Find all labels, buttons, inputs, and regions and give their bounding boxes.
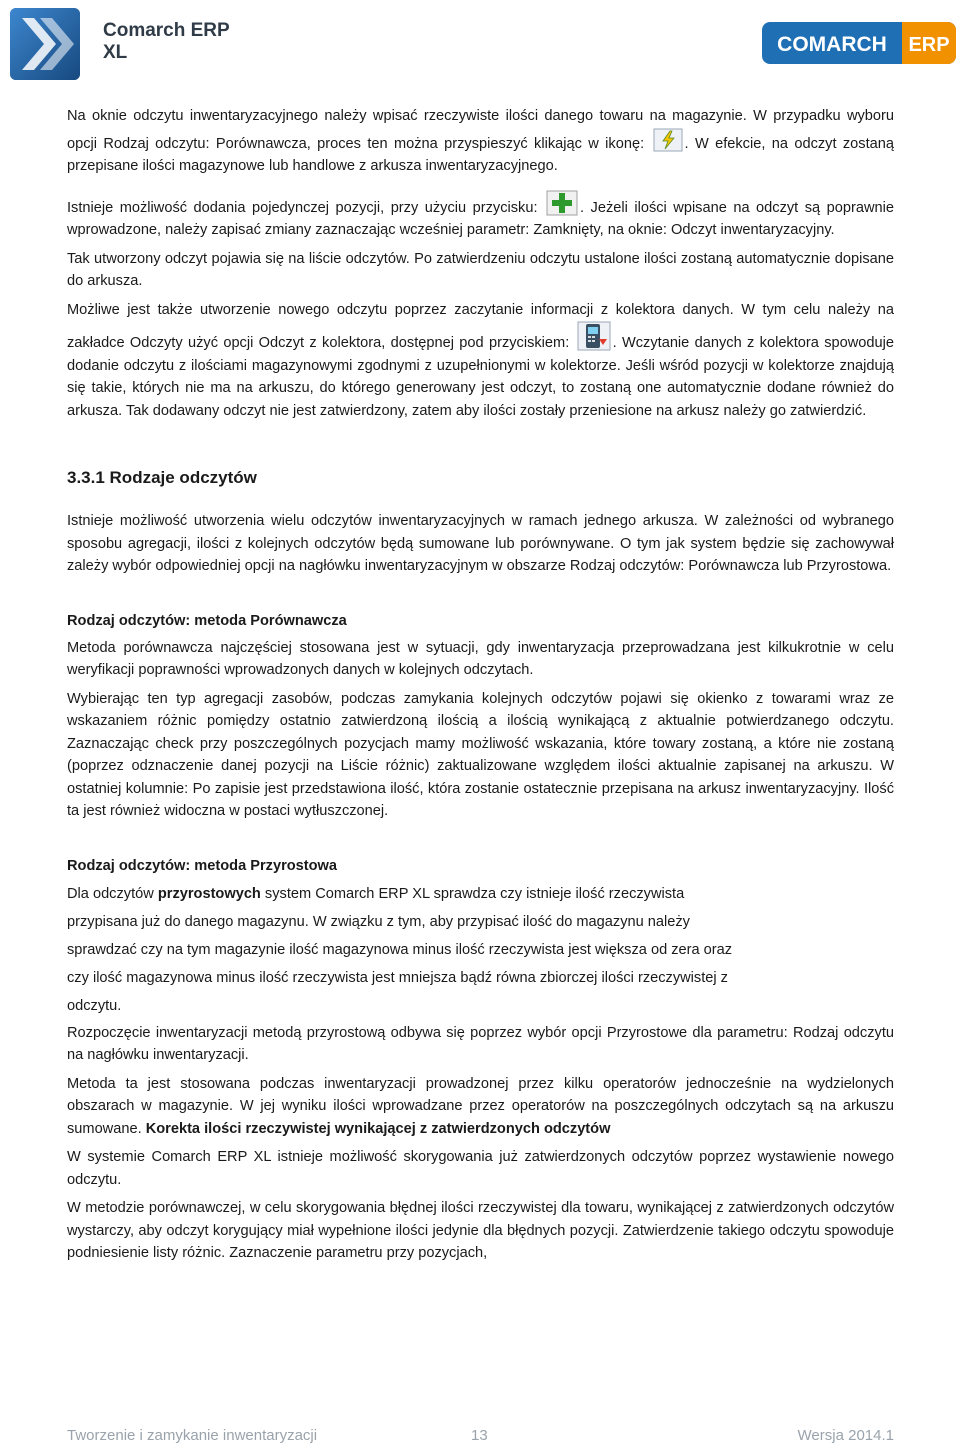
comarch-erp-xl-logo-icon [10, 8, 80, 80]
paragraph-7: Wybierając ten typ agregacji zasobów, podczas zamykania kolejnych odczytów pojawi się okienko z towarami wraz ze wskazaniem różnic pomiędzy ostatnio zatwierdzoną ilością a ilością wynikającą z aktualnie potwierdzanego odczytu. Zaznaczając check przy poszczególnych pozycjach mamy możliwość wskazania, które towary zostaną, a które nie zostaną (poprzez odznaczenie danej pozycji na Liście różnic) zaktualizowane względem ilości aktualnie zapisanej na arkuszu. W ostatniej kolumnie: Po zapisie jest przedstawiona ilość, która zostanie ostatecznie przepisana na arkusz inwentaryzacyjny. Ilość ta jest również widoczna w postaci wytłuszczonej. [67, 690, 894, 819]
p2-text-b: . Jeżeli ilości wpisane na odczyt są poprawnie wprowadzone, należy zapisać zmiany zaznaczając wcześniej parametr: Zamknięty, na oknie: Odczyt inwentaryzacyjny. [67, 199, 894, 238]
add-plus-icon [546, 190, 578, 216]
data-collector-icon [577, 321, 611, 351]
paragraph-6: Metoda porównawcza najczęściej stosowana jest w sytuacji, gdy inwentaryzacja przeprowadzana jest kilkukrotnie w celu weryfikacji poprawności wprowadzonych danych w kolejnych odczytach. [67, 639, 894, 678]
p8-text-a: Dla odczytów [67, 885, 154, 902]
p1-text-b: . W efekcie, na odczyt zostaną przepisane ilości magazynowe lub handlowe z arkusza inwentaryzacyjnego. [67, 135, 895, 174]
p4-text-a: Możliwe jest także utworzenie nowego odczytu poprzez zaczytanie informacji z kolektora danych. W tym celu należy na zakładce Odczyty użyć opcji Odczyt z kolektora, dostępnej pod przyciskiem: [67, 301, 894, 351]
brand-title [103, 20, 230, 64]
subsection-title-przyrostowa: Rodzaj odczytów: metoda Przyrostowa [67, 857, 338, 874]
page-header [0, 0, 960, 90]
paragraph-5: Istnieje możliwość utworzenia wielu odczytów inwentaryzacyjnych w ramach jednego arkusza. W zależności od wybranego sposobu agregacji, ilości z kolejnych odczytów będą sumowane lub porównywane. O tym jak system będzie się zachowywał zależy wybór odpowiedniej opcji na nagłówku inwentaryzacyjnym w obszarze Rodzaj odczytów: Porównawcza lub Przyrostowa. [67, 513, 894, 574]
logo-comarch-text: COMARCH [777, 33, 887, 56]
logo-erp-text: ERP [908, 34, 950, 56]
lightning-icon [653, 128, 683, 152]
paragraph-11: W systemie Comarch ERP XL istnieje możliwość skorygowania już zatwierdzonych odczytów poprzez wystawienie nowego odczytu. [67, 1149, 894, 1188]
p10-bold-heading: Korekta ilości rzeczywistej wynikającej z zatwierdzonych odczytów [145, 1120, 611, 1137]
comarch-erp-logo-icon [762, 22, 956, 64]
brand-line2: XL [103, 42, 128, 63]
brand-line1: Comarch ERP [103, 20, 230, 41]
paragraph-12: W metodzie porównawczej, w celu skorygowania błędnej ilości rzeczywistej dla towaru, wynikającej z zatwierdzonych odczytów wystarczy, aby odczyt korygujący miał wypełnione ilości jedynie dla błędnych pozycji. Zatwierdzenie takiego odczytu spowoduje podniesienie listy różnic. Zaznaczenie parametru przy pozycjach, [67, 1200, 894, 1261]
p8-line-4: czy ilość magazynowa minus ilość rzeczywista jest mniejsza bądź równa zbiorczej ilości rzeczywistej z [67, 969, 728, 986]
paragraph-4 [67, 299, 894, 423]
subsection-title-porownawcza: Rodzaj odczytów: metoda Porównawcza [67, 612, 347, 629]
p8-line-1 [67, 880, 894, 908]
section-title: 3.3.1 Rodzaje odczytów [67, 468, 257, 487]
paragraph-9: Rozpoczęcie inwentaryzacji metodą przyrostową odbywa się poprzez wybór opcji Przyrostowe dla parametru: Rodzaj odczytu na nagłówku inwentaryzacji. [67, 1024, 894, 1063]
paragraph-3: Tak utworzony odczyt pojawia się na liście odczytów. Po zatwierdzeniu odczytu ustalone ilości zostaną automatycznie dopisane do arkusza. [67, 250, 894, 289]
paragraph-8 [67, 880, 894, 1020]
footer-version: Wersja 2014.1 [797, 1427, 894, 1444]
document-body [67, 105, 894, 1265]
footer-page-number: 13 [471, 1427, 488, 1444]
p4-text-b: . Wczytanie danych z kolektora spowoduje dodanie odczytu z ilościami magazynowymi zgodnymi z uzupełnionymi w kolektorze. Jeśli wśród pozycji w kolektorze znajdują się takie, których nie ma na arkuszu, do którego generowany jest odczyt, to zostaną one automatycznie dodane również do arkusza. Tak dodawany odczyt nie jest zatwierdzony, zatem aby ilości zostały przeniesione na arkusz należy go zatwierdzić. [67, 335, 894, 419]
page-footer [67, 1427, 894, 1449]
p8-line-5: odczytu. [67, 997, 122, 1014]
p8-line-2: przypisana już do danego magazynu. W związku z tym, aby przypisać ilość do magazynu należy [67, 913, 690, 930]
paragraph-10 [67, 1073, 894, 1141]
p8-text-c: system Comarch ERP XL sprawdza czy istnieje ilość rzeczywista [264, 885, 685, 902]
p1-text-a: Na oknie odczytu inwentaryzacyjnego należy wpisać rzeczywiste ilości danego towaru na magazynie. W przypadku wyboru opcji Rodzaj odczytu: Porównawcza, proces ten można przyspieszyć klikając w ikonę: [67, 108, 894, 152]
footer-chapter: Tworzenie i zamykanie inwentaryzacji [67, 1427, 318, 1444]
p8-bold: przyrostowych [157, 885, 261, 902]
paragraph-2 [67, 190, 894, 242]
paragraph-1 [67, 105, 894, 178]
p2-text-a: Istnieje możliwość dodania pojedynczej pozycji, przy użyciu przycisku: [67, 199, 538, 216]
p8-line-3: sprawdzać czy na tym magazynie ilość magazynowa minus ilość rzeczywista jest większa od zera oraz [67, 941, 733, 958]
p10-text-a: Metoda ta jest stosowana podczas inwentaryzacji prowadzonej przez kilku operatorów jednocześnie na wydzielonych obszarach w magazynie. W jej wyniku ilości wprowadzane przez operatorów na poszczególnych odczytach są na arkuszu sumowane. [67, 1075, 894, 1137]
